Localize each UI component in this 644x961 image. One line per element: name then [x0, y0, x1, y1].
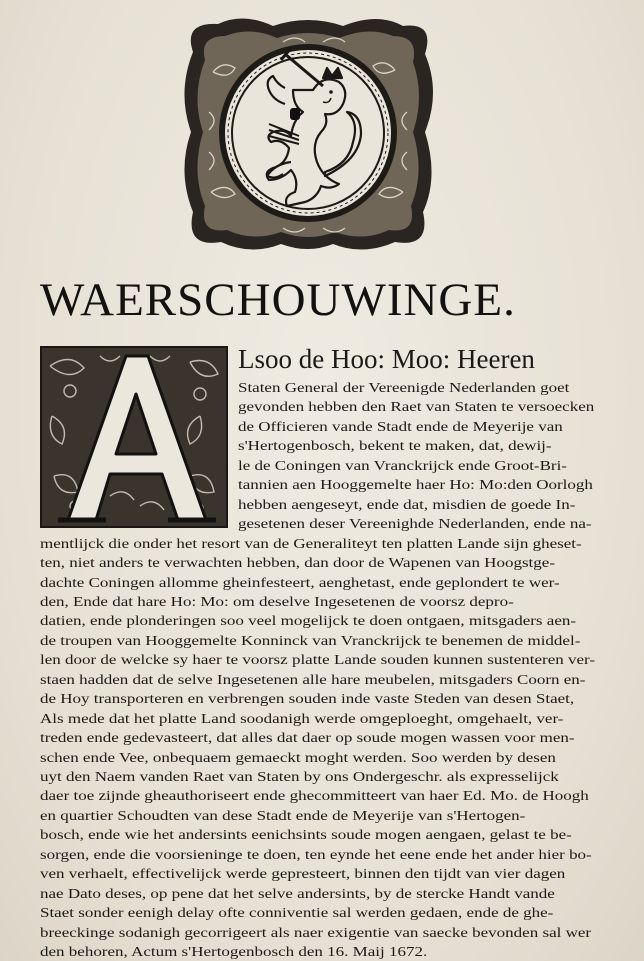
body-line: tannien aen Hooggemelte haer Ho: Mo:den Oorlogh — [238, 477, 593, 493]
body-line: den, Ende dat hare Ho: Mo: om deselve Ingesetenen de voorsz depro- — [40, 593, 514, 609]
opening-heading: Lsoo de Hoo: Moo: Heeren — [238, 344, 535, 374]
body-line: de troupen van Hooggemelte Konninck van Vranckrijck te benemen de middel- — [40, 632, 581, 648]
body-line: ten, niet anders te verwachten hebben, dan door de Wapenen van Hoogstge- — [40, 555, 555, 571]
body-line: breeckinge sodanigh gecorrigeert als naer exigentie van saecke bevonden sal wer — [40, 924, 592, 940]
body-line: gevonden hebben den Raet van Staten te versoecken — [238, 399, 595, 415]
body-line: daer toe zijnde gheauthoriseert ende ghecommitteert van haer Ed. Mo. de Hoogh — [40, 788, 589, 804]
body-line: Staten General der Vereenigde Nederlanden goet — [238, 380, 570, 395]
body-line: le de Coningen van Vranckrijck ende Groot-Bri- — [238, 457, 567, 473]
body-line: nae Dato deses, op pene dat het selve andersints, by de stercke Handt vande — [40, 885, 555, 901]
body-line: hebben aengeseyt, ende dat, misdien de goede In- — [238, 496, 576, 512]
lion-emblem — [173, 12, 443, 254]
body-line: den behoren, Actum s'Hertogenbosch den 16. Maij 1672. — [40, 944, 428, 960]
body-line: uyt den Naem vanden Raet van Staten by ons Ondergeschr. als expresselijck — [40, 769, 559, 784]
body-line: gesetenen deser Vereenighde Nederlanden, ende na- — [238, 516, 592, 532]
body-line: Staet sonder eenigh delay ofte conniventie sal werden gedaen, ende de ghe- — [40, 905, 554, 921]
body-line: len door de welcke sy haer te voorsz platte Lande souden kunnen sustenteren ver- — [40, 652, 596, 668]
ornate-dropcap-a — [40, 346, 228, 528]
body-line: en quartier Schoudten van dese Stadt ende de Meyerije van s'Hertogen- — [40, 807, 526, 823]
body-line: schen ende Vee, onbequaem gemaeckt moght werden. Soo werden by desen — [40, 749, 556, 765]
body-line: mentlijck die onder het resort van de Generaliteyt ten platten Lande sijn gheset- — [40, 535, 582, 551]
body-line: bosch, ende wie het andersints eenichsints soude mogen aengaen, gelast te be- — [40, 827, 572, 843]
body-line: Als mede dat het platte Land soodanigh werde omgeploeght, omgehaelt, ver- — [40, 710, 564, 726]
ink-spot — [290, 108, 300, 120]
body-line: staen hadden dat de selve Ingesetenen alle hare meubelen, mitsgaders Coorn en- — [40, 671, 586, 687]
document-title: WAERSCHOUWINGE. — [40, 274, 516, 326]
body-line: s'Hertogenbosch, bekent te maken, dat, dewij- — [238, 438, 552, 454]
body-line: dachte Coningen allomme gheinfesteert, aenghetast, ende geplondert te wer- — [40, 574, 560, 590]
body-line: datien, ende plonderingen soo veel mogelijck te doen ontgaen, mitsgaders aen- — [40, 613, 577, 629]
body-line: sorgen, ende die voorsieninge te doen, ten eynde het eene ende het ander hier bo- — [40, 846, 592, 862]
body-line: de Officieren vande Stadt ende de Meyerije van — [238, 418, 563, 434]
body-line: treden ende gedevasteert, dat alles dat daer op soude mogen wassen voor men- — [40, 730, 575, 746]
body-line: ven verhaelt, effectivelijck werde gepresteert, binnen den tijdt van vier dagen — [40, 866, 566, 882]
body-line: de Hoy transporteren en verbrengen souden inde vaste Steden van desen Staet, — [40, 691, 575, 707]
